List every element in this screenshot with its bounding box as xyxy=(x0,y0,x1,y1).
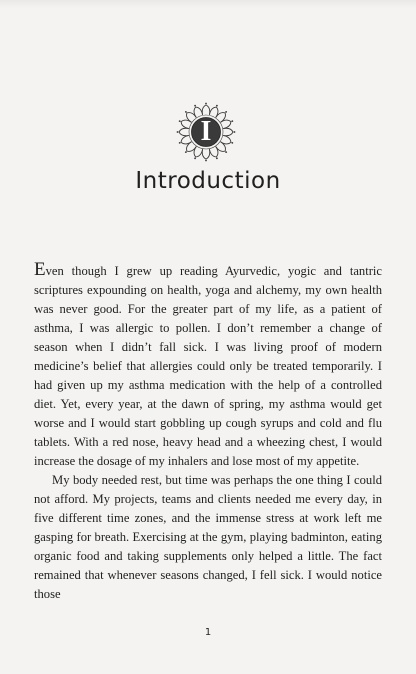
chapter-title: Introduction xyxy=(135,168,281,194)
drop-initial: E xyxy=(34,259,46,280)
page-number: 1 xyxy=(204,627,212,638)
page-edge xyxy=(0,0,416,8)
paragraph-2: My body needed rest, but time was perhaps the one thing I could not afford. My projects, teams and clients needed me every day, in five different time zones, and the immense stress at work left me gasping for breath. Exercising at the gym, playing badminton, eating organic food and taking supplements only helped a little. The fact remained that whenever seasons changed, I fell sick. I would notice those xyxy=(34,473,382,601)
paragraph-1-text: ven though I grew up reading Ayurvedic, yogic and tantric scriptures expounding on health, yoga and alchemy, my own health was never good. For the greater part of my life, as a patient of asthma, I was allergic to pollen. I don’t remember a change of season when I didn’t fall sick. I was living proof of modern medicine’s belief that allergies could only be treated temporarily. I had given up my asthma medication with the help of a controlled diet. Yet, every year, at the dawn of spring, my asthma would get worse and I would start gobbling up cough syrups and cold and flu tablets. With a red nose, heavy head and a wheezing chest, I would increase the dosage of my inhalers and lose most of my appetite. xyxy=(34,264,382,468)
chapter-numeral: I xyxy=(200,116,212,147)
body-text xyxy=(34,259,382,604)
paragraph-1 xyxy=(34,259,382,471)
